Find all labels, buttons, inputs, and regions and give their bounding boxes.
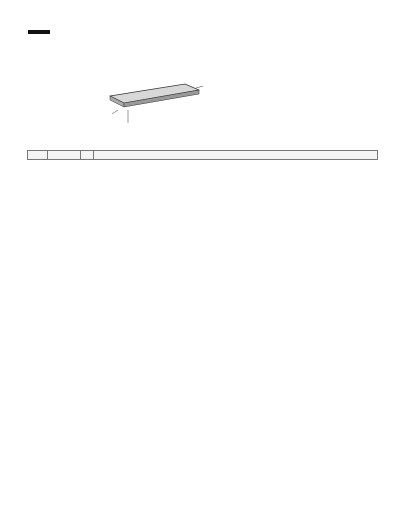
ic-package-drawing	[0, 0, 400, 140]
col-header-io	[81, 151, 94, 160]
table-header-row	[28, 151, 378, 160]
col-header-pin	[28, 151, 48, 160]
col-header-symbol	[48, 151, 81, 160]
col-header-function	[94, 151, 378, 160]
terminal-function-table	[27, 150, 378, 160]
